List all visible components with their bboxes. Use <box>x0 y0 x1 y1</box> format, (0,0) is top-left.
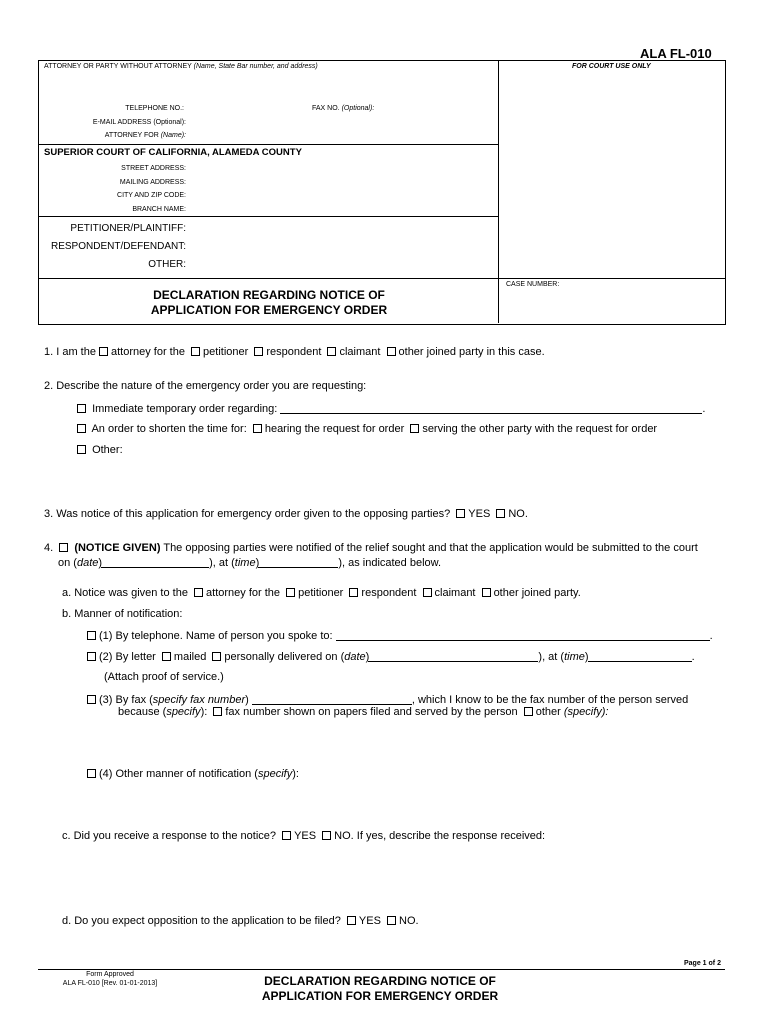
email-label: E-MAIL ADDRESS (Optional): <box>92 119 186 126</box>
city-zip-label: CITY AND ZIP CODE: <box>117 192 186 199</box>
q4b-label: b. Manner of notification: <box>62 608 183 620</box>
footer-title-line1: DECLARATION REGARDING NOTICE OF <box>264 974 496 988</box>
q4d-no-checkbox[interactable] <box>387 916 396 925</box>
case-number-label: CASE NUMBER: <box>506 281 560 288</box>
attorney-for-label: ATTORNEY FOR (Name): <box>104 132 186 139</box>
q1-attorney-checkbox[interactable] <box>99 347 108 356</box>
form-title-line2: APPLICATION FOR EMERGENCY ORDER <box>150 303 388 317</box>
q4c-yes-checkbox[interactable] <box>282 831 291 840</box>
respondent-label: RESPONDENT/DEFENDANT: <box>50 241 186 252</box>
q4b2-date-line[interactable] <box>368 650 538 662</box>
q4b4-row: (4) Other manner of notification (specify): <box>84 768 299 780</box>
q2-shorten-row: An order to shorten the time for: hearing the request for order serving the other party with the request for order <box>74 423 657 435</box>
q4-time-line[interactable] <box>258 556 338 568</box>
footer-title-line2: APPLICATION FOR EMERGENCY ORDER <box>261 989 499 1003</box>
q4d-yes-checkbox[interactable] <box>347 916 356 925</box>
q4a-claimant-checkbox[interactable] <box>423 588 432 597</box>
q2-hearing-checkbox[interactable] <box>253 424 262 433</box>
q2-other-row: Other: <box>74 444 123 456</box>
q4b2-attach: (Attach proof of service.) <box>104 671 224 683</box>
q4b3-because-row: because (specify): fax number shown on papers filed and served by the person other (specify): <box>118 706 609 718</box>
parties-divider <box>38 216 498 217</box>
q4a-petitioner-checkbox[interactable] <box>286 588 295 597</box>
q4b1-row: (1) By telephone. Name of person you spoke to: . <box>84 629 713 642</box>
form-title-line1: DECLARATION REGARDING NOTICE OF <box>153 288 385 302</box>
q2-shorten-checkbox[interactable] <box>77 424 86 433</box>
court-divider <box>38 144 498 145</box>
q1-respondent-checkbox[interactable] <box>254 347 263 356</box>
q4b3-shown-checkbox[interactable] <box>213 707 222 716</box>
q4-notice-given-checkbox[interactable] <box>59 543 68 552</box>
q4b1-checkbox[interactable] <box>87 631 96 640</box>
fax-label: FAX NO. (Optional): <box>312 105 375 112</box>
q4b2-personal-checkbox[interactable] <box>212 652 221 661</box>
question-2: 2. Describe the nature of the emergency order you are requesting: <box>44 380 367 392</box>
mailing-label: MAILING ADDRESS: <box>119 179 186 186</box>
question-1: 1. I am the attorney for the petitioner respondent claimant other joined party in this case. <box>44 346 545 358</box>
q4b2-time-line[interactable] <box>588 650 692 662</box>
street-label: STREET ADDRESS: <box>121 165 186 172</box>
form-id: ALA FL-010 <box>640 46 712 61</box>
court-name: SUPERIOR COURT OF CALIFORNIA, ALAMEDA COUNTY <box>44 147 302 158</box>
q2-immediate-row: Immediate temporary order regarding: . <box>74 402 705 415</box>
q4b4-checkbox[interactable] <box>87 769 96 778</box>
q2-immediate-checkbox[interactable] <box>77 404 86 413</box>
attorney-label: ATTORNEY OR PARTY WITHOUT ATTORNEY (Name, State Bar number, and address) <box>44 63 318 70</box>
telephone-label: TELEPHONE NO.: <box>125 105 184 112</box>
q2-other-checkbox[interactable] <box>77 445 86 454</box>
q4a-attorney-checkbox[interactable] <box>194 588 203 597</box>
q2-immediate-line[interactable] <box>280 402 702 414</box>
q4a-other-party-checkbox[interactable] <box>482 588 491 597</box>
q4b3-row: (3) By fax (specify fax number) , which I know to be the fax number of the person served <box>84 693 688 706</box>
q3-no-checkbox[interactable] <box>496 509 505 518</box>
q4b3-checkbox[interactable] <box>87 695 96 704</box>
q4-date-line[interactable] <box>101 556 209 568</box>
form-title <box>40 288 498 318</box>
page-number: Page 1 of 2 <box>684 960 721 967</box>
q4b3-fax-line[interactable] <box>252 693 412 705</box>
question-3: 3. Was notice of this application for emergency order given to the opposing parties? YES NO. <box>44 508 528 520</box>
court-use-label: FOR COURT USE ONLY <box>572 63 651 70</box>
caption-divider <box>498 60 499 323</box>
form-approved: Form Approved <box>86 971 134 978</box>
title-divider <box>38 278 725 279</box>
other-party-label: OTHER: <box>148 259 186 270</box>
q4b2-mailed-checkbox[interactable] <box>162 652 171 661</box>
q4d-row: d. Do you expect opposition to the application to be filed? YES NO. <box>62 915 419 927</box>
q4b2-checkbox[interactable] <box>87 652 96 661</box>
form-revision: ALA FL-010 [Rev. 01-01-2013] <box>62 980 158 987</box>
q4c-row: c. Did you receive a response to the notice? YES NO. If yes, describe the response received: <box>62 830 546 842</box>
q1-petitioner-checkbox[interactable] <box>191 347 200 356</box>
q4-date-row: on (date) ), at (time) ), as indicated below. <box>58 557 442 569</box>
q2-serving-checkbox[interactable] <box>410 424 419 433</box>
petitioner-label: PETITIONER/PLAINTIFF: <box>70 223 186 234</box>
q4b2-row: (2) By letter mailed personally delivered on (date) ), at (time) . <box>84 650 695 663</box>
question-4: 4. (NOTICE GIVEN) The opposing parties were notified of the relief sought and that the application would be submitted to the court <box>44 542 698 554</box>
footer-left <box>40 970 180 988</box>
q1-claimant-checkbox[interactable] <box>327 347 336 356</box>
q4b1-line[interactable] <box>336 629 710 641</box>
q4c-no-checkbox[interactable] <box>322 831 331 840</box>
q4b3-other-checkbox[interactable] <box>524 707 533 716</box>
q1-other-party-checkbox[interactable] <box>387 347 396 356</box>
q3-yes-checkbox[interactable] <box>456 509 465 518</box>
q4a-respondent-checkbox[interactable] <box>349 588 358 597</box>
footer-title <box>200 974 560 1004</box>
branch-label: BRANCH NAME: <box>132 206 186 213</box>
q4a-row: a. Notice was given to the attorney for the petitioner respondent claimant other joined party. <box>62 587 581 599</box>
